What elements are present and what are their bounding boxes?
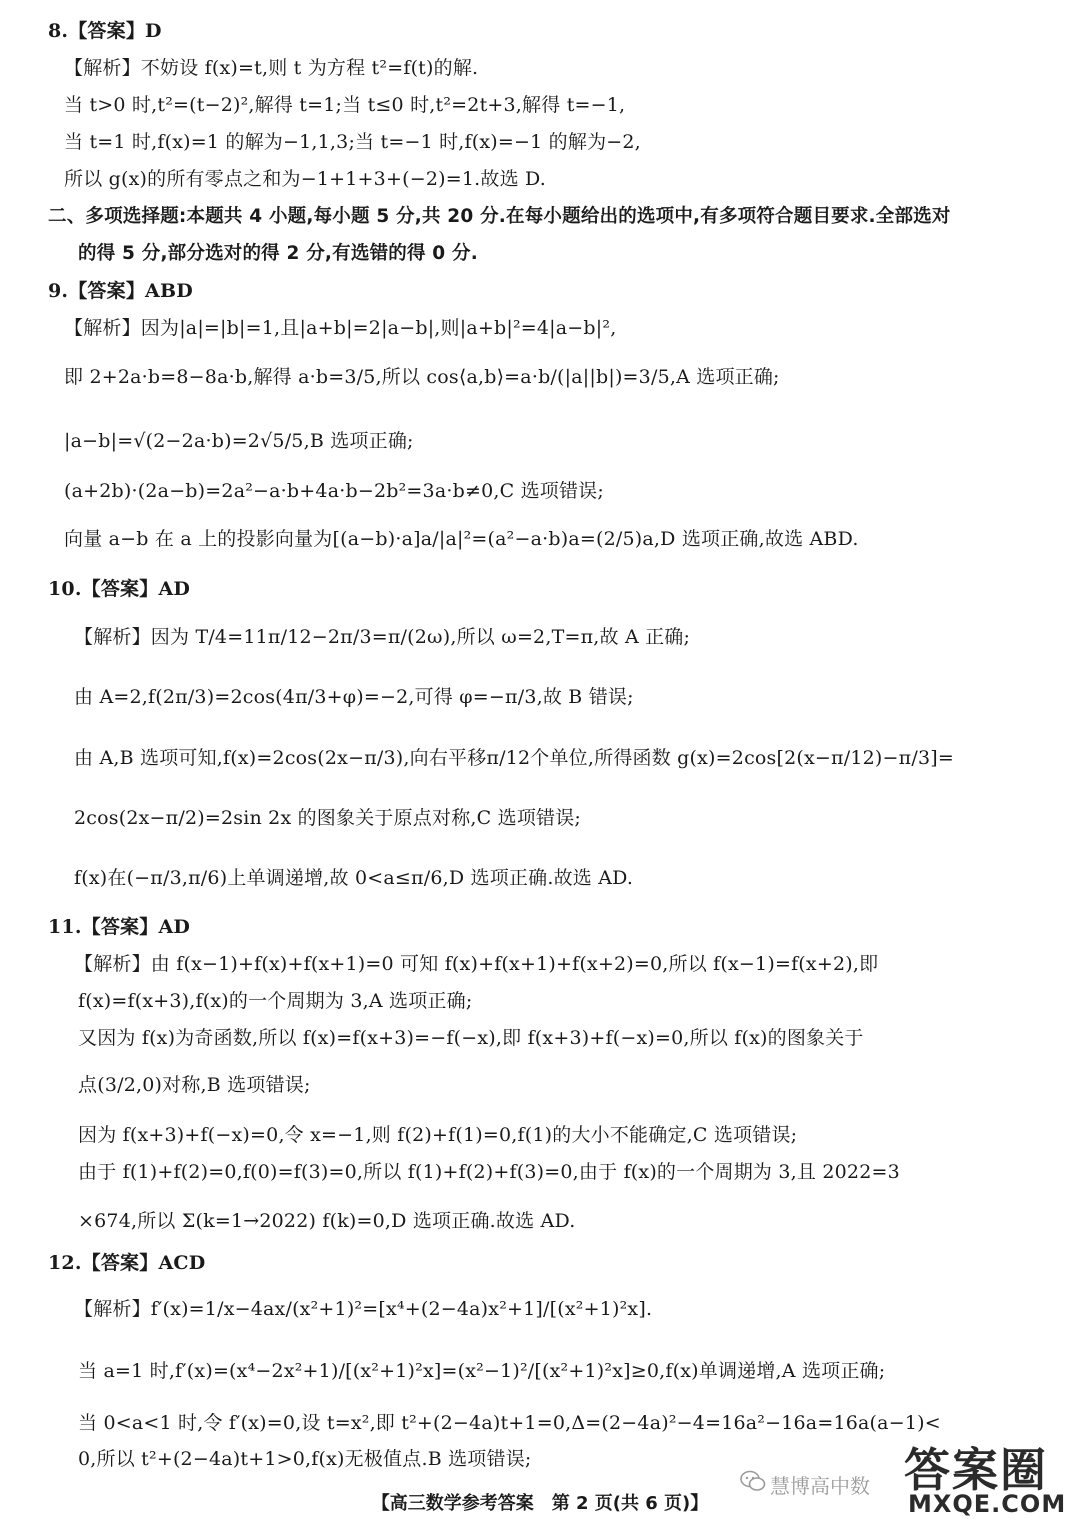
q8-analysis-line-3: 当 t=1 时,f(x)=1 的解为−1,1,3;当 t=−1 时,f(x)=−1 的解为−2,	[64, 131, 641, 153]
q11-analysis-line-7: ×674,所以 Σ(k=1→2022) f(k)=0,D 选项正确.故选 AD.	[78, 1210, 576, 1232]
q11-analysis-line-1: 【解析】由 f(x−1)+f(x)+f(x+1)=0 可知 f(x)+f(x+1)+f(x+2)=0,所以 f(x−1)=f(x+2),即	[74, 953, 879, 975]
q12-analysis-line-4: 0,所以 t²+(2−4a)t+1>0,f(x)无极值点.B 选项错误;	[78, 1448, 532, 1470]
q9-analysis-line-2: 即 2+2a·b=8−8a·b,解得 a·b=3/5,所以 cos⟨a,b⟩=a·b/(|a||b|)=3/5,A 选项正确;	[64, 366, 780, 388]
q10-analysis-line-1: 【解析】因为 T/4=11π/12−2π/3=π/(2ω),所以 ω=2,T=π,故 A 正确;	[74, 626, 691, 648]
q11-answer-heading: 11.【答案】AD	[48, 916, 191, 938]
section-heading-multiple-choice: 二、多项选择题:本题共 4 小题,每小题 5 分,共 20 分.在每小题给出的选项中,有多项符合题目要求.全部选对	[48, 206, 951, 227]
q11-analysis-line-2: f(x)=f(x+3),f(x)的一个周期为 3,A 选项正确;	[78, 990, 473, 1012]
q12-analysis-line-3: 当 0<a<1 时,令 f′(x)=0,设 t=x²,即 t²+(2−4a)t+1=0,Δ=(2−4a)²−4=16a²−16a=16a(a−1)<	[78, 1412, 941, 1434]
q9-analysis-line-3: |a−b|=√(2−2a·b)=2√5/5,B 选项正确;	[64, 430, 414, 452]
q8-analysis-line-1: 【解析】不妨设 f(x)=t,则 t 为方程 t²=f(t)的解.	[64, 57, 479, 79]
q10-analysis-line-2: 由 A=2,f(2π/3)=2cos(4π/3+φ)=−2,可得 φ=−π/3,故 B 错误;	[74, 686, 634, 708]
q8-analysis-line-2: 当 t>0 时,t²=(t−2)²,解得 t=1;当 t≤0 时,t²=2t+3,解得 t=−1,	[64, 94, 626, 116]
page-footer: 【高三数学参考答案 第 2 页(共 6 页)】	[371, 1493, 709, 1514]
q8-answer-heading: 8.【答案】D	[48, 20, 162, 42]
q10-analysis-line-5: f(x)在(−π/3,π/6)上单调递增,故 0<a≤π/6,D 选项正确.故选 AD.	[74, 867, 634, 889]
q11-analysis-line-6: 由于 f(1)+f(2)=0,f(0)=f(3)=0,所以 f(1)+f(2)+f(3)=0,由于 f(x)的一个周期为 3,且 2022=3	[78, 1161, 900, 1183]
q10-analysis-line-4: 2cos(2x−π/2)=2sin 2x 的图象关于原点对称,C 选项错误;	[74, 807, 582, 829]
q9-analysis-line-4: (a+2b)·(2a−b)=2a²−a·b+4a·b−2b²=3a·b≠0,C 选项错误;	[64, 480, 604, 502]
watermark-logo-url: MXQE.COM	[908, 1490, 1067, 1518]
q10-answer-heading: 10.【答案】AD	[48, 578, 191, 600]
q10-analysis-line-3: 由 A,B 选项可知,f(x)=2cos(2x−π/3),向右平移π/12个单位,所得函数 g(x)=2cos[2(x−π/12)−π/3]=	[74, 747, 954, 769]
q9-answer-heading: 9.【答案】ABD	[48, 280, 193, 302]
watermark-account-name: 慧博高中数	[770, 1474, 870, 1498]
q11-analysis-line-3: 又因为 f(x)为奇函数,所以 f(x)=f(x+3)=−f(−x),即 f(x+3)+f(−x)=0,所以 f(x)的图象关于	[78, 1027, 864, 1049]
watermark-logo-text: 答案圈	[904, 1443, 1048, 1497]
q9-analysis-line-5: 向量 a−b 在 a 上的投影向量为[(a−b)·a]a/|a|²=(a²−a·b)a=(2/5)a,D 选项正确,故选 ABD.	[64, 528, 859, 550]
q12-analysis-line-1: 【解析】f′(x)=1/x−4ax/(x²+1)²=[x⁴+(2−4a)x²+1]/[(x²+1)²x].	[74, 1298, 653, 1320]
q11-analysis-line-4: 点(3/2,0)对称,B 选项错误;	[78, 1074, 311, 1096]
q9-analysis-line-1: 【解析】因为|a|=|b|=1,且|a+b|=2|a−b|,则|a+b|²=4|a−b|²,	[64, 317, 617, 339]
q11-analysis-line-5: 因为 f(x+3)+f(−x)=0,令 x=−1,则 f(2)+f(1)=0,f(1)的大小不能确定,C 选项错误;	[78, 1124, 798, 1146]
section-heading-scoring: 的得 5 分,部分选对的得 2 分,有选错的得 0 分.	[78, 243, 478, 264]
q12-answer-heading: 12.【答案】ACD	[48, 1252, 206, 1274]
q12-analysis-line-2: 当 a=1 时,f′(x)=(x⁴−2x²+1)/[(x²+1)²x]=(x²−1)²/[(x²+1)²x]≥0,f(x)单调递增,A 选项正确;	[78, 1360, 886, 1382]
q8-analysis-line-4: 所以 g(x)的所有零点之和为−1+1+3+(−2)=1.故选 D.	[64, 168, 547, 190]
